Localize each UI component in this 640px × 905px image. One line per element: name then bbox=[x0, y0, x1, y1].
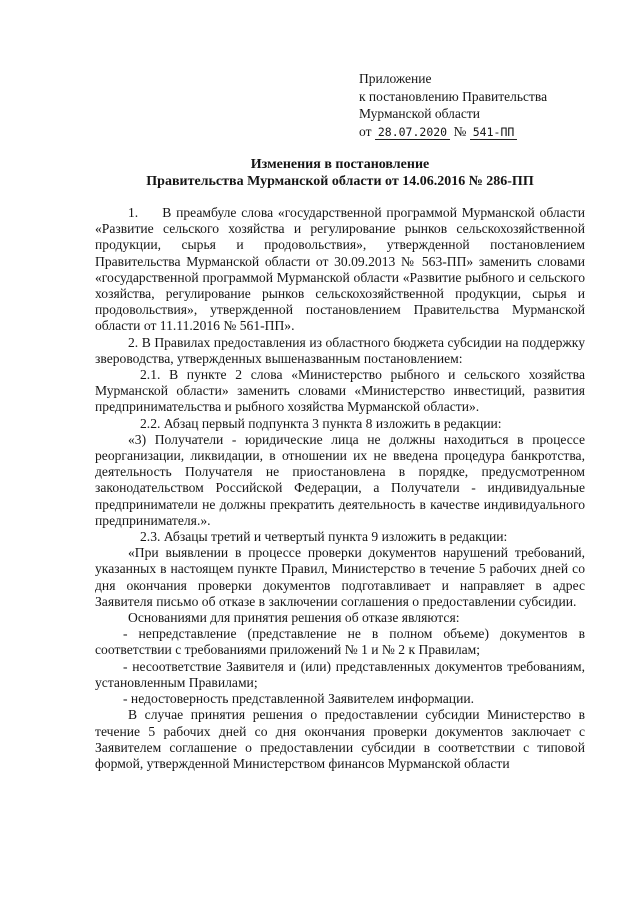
list-item: - непредставление (представление не в полном объеме) документов в соответствии с требованиями приложений № 1 и № 2 к Правилам; bbox=[95, 626, 585, 658]
paragraph-1: 1. В преамбуле слова «государственной программой Мурманской области «Развитие сельского хозяйства и регулирование рынков сельскохозяйственной продукции, сырья и продовольствия», утвержденной постановлением Правительства Мурманской области от 30.09.2013 № 563-ПП» заменить словами «государственной программой Мурманской области «Развитие рыбного и сельского хозяйства, регулирование рынков сельскохозяйственной продукции, сырья и продовольствия», утвержденной постановлением Правительства Мурманской области от 11.11.2016 № 561-ПП». bbox=[95, 205, 585, 334]
paragraph-grounds: Основаниями для принятия решения об отказе являются: bbox=[128, 610, 460, 626]
document-title bbox=[60, 156, 620, 190]
approval-line: к постановлению Правительства bbox=[359, 88, 548, 104]
document-body bbox=[95, 205, 585, 772]
approval-date-line bbox=[359, 123, 609, 141]
list-item: - несоответствие Заявителя и (или) представленных документов требованиям, установленным Правилами; bbox=[95, 658, 585, 690]
from-prefix: от bbox=[359, 123, 372, 139]
approval-line: Мурманской области bbox=[359, 106, 480, 121]
number-sign: № bbox=[453, 123, 467, 139]
paragraph-decision: В случае принятия решения о предоставлении субсидии Министерство в течение 5 рабочих дней со дня окончания проверки документов заключает с Заявителем соглашение о предоставлении субсидии в соответствии с типовой формой, утвержденной Министерством финансов Мурманской области bbox=[95, 707, 585, 771]
paragraph-2: 2. В Правилах предоставления из областного бюджета субсидии на поддержку звероводства, утвержденных вышеназванным постановлением: bbox=[95, 334, 585, 366]
title-line: Правительства Мурманской области от 14.06.2016 № 286-ПП bbox=[146, 174, 534, 189]
paragraph-2-3: 2.3. Абзацы третий и четвертый пункта 9 изложить в редакции: bbox=[140, 529, 508, 545]
approval-number: 541-ПП bbox=[470, 126, 518, 140]
paragraph-2-1: 2.1. В пункте 2 слова «Министерство рыбного и сельского хозяйства Мурманской области» заменить словами «Министерство инвестиций, развития предпринимательства и рыбного хозяйства Мурманской области». bbox=[95, 367, 585, 415]
paragraph-quote-3: «3) Получатели - юридические лица не должны находиться в процессе реорганизации, ликвидации, в отношении их не введена процедура банкротства, деятельность Получателя не приостановлена в порядке, предусмотренном законодательством Российской Федерации, а Получатели - индивидуальные предприниматели не должны прекратить деятельность в качестве индивидуального предпринимателя.». bbox=[95, 431, 585, 528]
list-item: - недостоверность представленной Заявителем информации. bbox=[123, 691, 475, 707]
title-line: Изменения в постановление bbox=[250, 157, 430, 172]
approval-block bbox=[359, 70, 609, 140]
approval-line: Приложение bbox=[359, 71, 432, 86]
paragraph-quote-refusal: «При выявлении в процессе проверки документов нарушений требований, указанных в настоящем пункте Правил, Министерство в течение 5 рабочих дней со дня окончания проверки документов подготавливает и направляет в адрес Заявителя письмо об отказе в заключении соглашения о предоставлении субсидии. bbox=[95, 545, 585, 609]
paragraph-2-2: 2.2. Абзац первый подпункта 3 пункта 8 изложить в редакции: bbox=[140, 415, 502, 431]
approval-date: 28.07.2020 bbox=[375, 126, 450, 140]
